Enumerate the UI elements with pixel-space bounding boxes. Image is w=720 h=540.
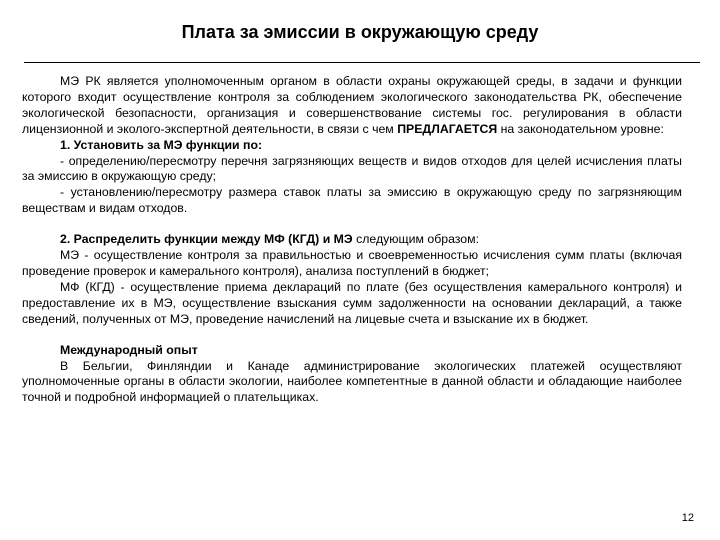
item2-heading <box>22 232 682 248</box>
intro-tail: на законодательном уровне: <box>500 121 664 136</box>
item2-heading-tail: следующим образом: <box>356 232 480 247</box>
international-paragraph: В Бельгии, Финляндии и Канаде администрирование экологических платежей осуществляют уполномоченные органы в области экологии, наиболее компетентные в данной области и обладающие наиболее точной и подробной информацией о плательщиках. <box>22 358 682 405</box>
item2-paragraph-1: МЭ - осуществление контроля за правильностью и своевременностью исчисления сумм платы (включая проведение проверок и камерального контроля), анализа поступлений в бюджет; <box>22 248 682 278</box>
intro-text: МЭ РК является уполномоченным органом в области охраны окружающей среды, в задачи и функции которого входит осуществление контроля за соблюдением экологического законодательства РК, обеспечение экологической безопасности, организация и совершенствование системы гос. регулирования в области лицензионной и эколого-экспертной деятельности, в связи с чем <box>22 74 682 136</box>
item1-heading-text: 1. Установить за МЭ функции по: <box>60 137 263 152</box>
page-title: Плата за эмиссии в окружающую среду <box>181 22 539 42</box>
page-number: 12 <box>681 512 694 524</box>
body-content <box>22 74 682 406</box>
item1-bullet-2: - установлению/пересмотру размера ставок платы за эмиссию в окружающую среду по загрязняющим веществам и видам отходов. <box>22 185 682 216</box>
international-heading <box>22 343 682 359</box>
title-divider <box>24 62 700 63</box>
item2-heading-text: 2. Распределить функции между МФ (КГД) и МЭ <box>60 232 353 247</box>
item1-heading <box>22 138 682 154</box>
item1-bullet-1: - определению/пересмотру перечня загрязняющих веществ и видов отходов для целей исчисления платы за эмиссию в окружающую среду; <box>22 153 682 184</box>
intro-paragraph <box>22 74 682 138</box>
intro-emphasis: ПРЕДЛАГАЕТСЯ <box>397 121 498 136</box>
item2-paragraph-2: МФ (КГД) - осуществление приема деклараций по плате (без осуществления камерального контроля) и предоставление их в МЭ, осуществление взыскания сумм задолженности на основании деклараций, а также сведений, полученных от МЭ, проведение начислений на лицевые счета и взыскание их в бюджет. <box>22 279 682 326</box>
international-heading-text: Международный опыт <box>60 342 198 357</box>
